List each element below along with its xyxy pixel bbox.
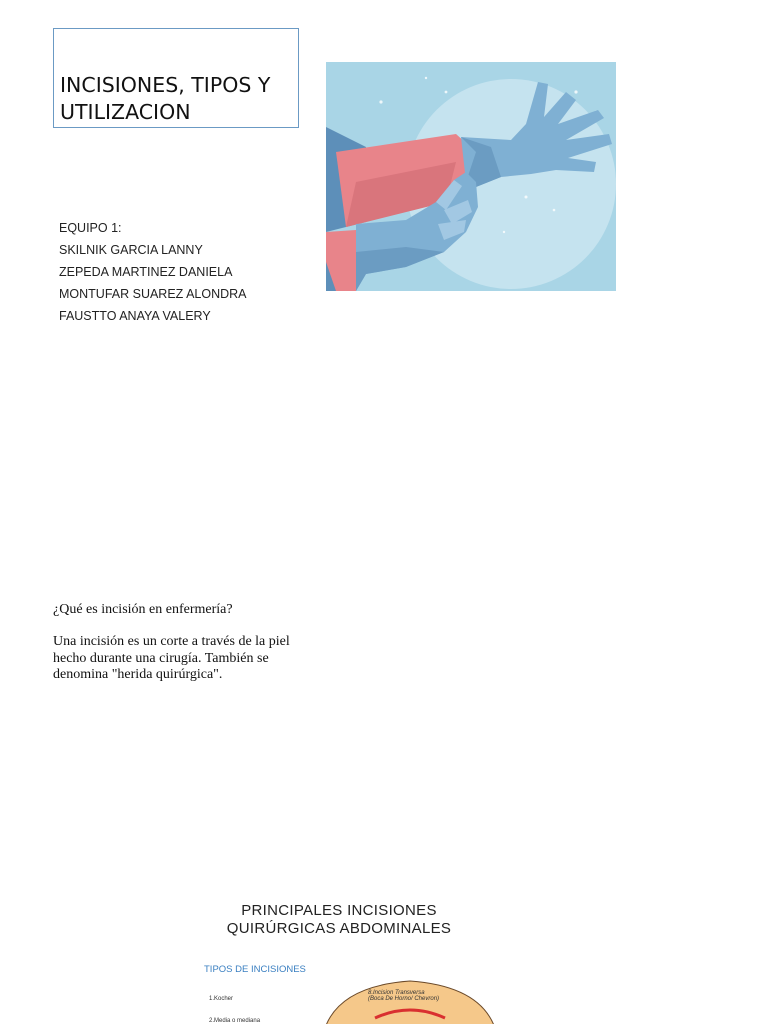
incisions-infographic	[150, 870, 530, 1024]
document-title: INCISIONES, TIPOS Y UTILIZACION	[60, 73, 271, 124]
belly-sublabel-line: (Boca De Horno/ Chevron)	[368, 996, 440, 1002]
infographic-title-line: PRINCIPALES INCISIONES	[241, 902, 437, 919]
team-member: SKILNIK GARCIA LANNY	[59, 243, 203, 257]
incision-item: 2.Media o mediana	[209, 1018, 261, 1024]
infographic-title-line: QUIRÚRGICAS ABDOMINALES	[226, 920, 452, 937]
team-list	[59, 217, 247, 327]
team-label: EQUIPO 1:	[59, 221, 122, 235]
belly-label-line: 8.Incision Transversa	[368, 990, 425, 996]
team-member: FAUSTTO ANAYA VALERY	[59, 309, 211, 323]
title-box	[53, 28, 299, 128]
question-text: ¿Qué es incisión en enfermería?	[53, 602, 233, 617]
answer-paragraph: Una incisión es un corte a través de la piel hecho durante una cirugía. También se denomina "herida quirúrgica".	[53, 634, 290, 682]
team-member: ZEPEDA MARTINEZ DANIELA	[59, 265, 233, 279]
belly-label	[368, 990, 439, 1002]
team-member: MONTUFAR SUAREZ ALONDRA	[59, 287, 247, 301]
gloves-illustration	[326, 62, 616, 291]
infographic-subtitle: TIPOS DE INCISIONES	[204, 964, 306, 975]
incision-item: 1.Kocher	[209, 996, 234, 1002]
infographic-title	[150, 902, 528, 938]
